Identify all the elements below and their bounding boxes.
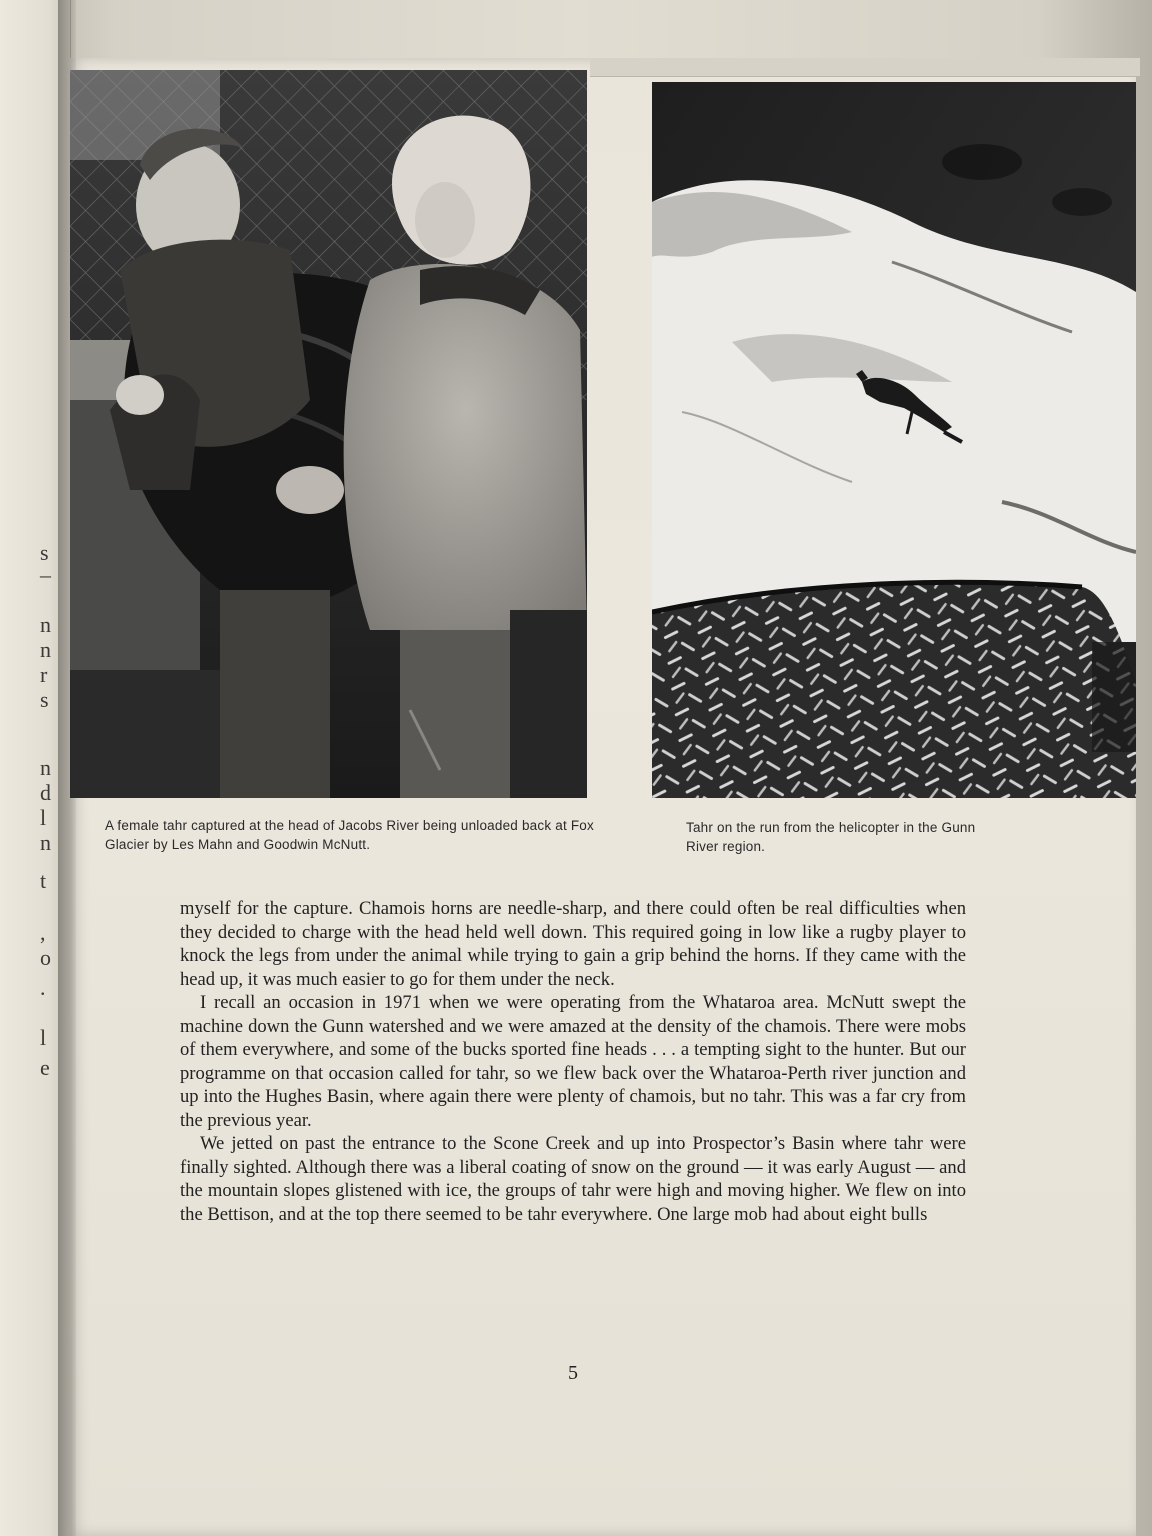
facing-page-fragment: l <box>40 1025 47 1050</box>
facing-page-fragment: n <box>40 637 51 662</box>
paragraph: We jetted on past the entrance to the Scone Creek and up into Prospector’s Basin where tahr were finally sighted. Although there was a liberal coating of snow on the ground — it was early August — and the mountain slopes glistened with ice, the groups of tahr were high and moving higher. We flew on into the Bettison, and at the top there seemed to be tahr everywhere. One large mob had about eight bulls <box>180 1133 966 1225</box>
paragraph: myself for the capture. Chamois horns are needle-sharp, and there could often be real difficulties when they decided to charge with the head held well down. This required going in low like a rugby player to knock the legs from under the animal while trying to gain a grip behind the horns. If they came with the head up, it was much easier to go for them under the neck. <box>180 898 966 990</box>
facing-page-fragment: . <box>40 975 46 1000</box>
photo-tahr-on-snow-slope <box>652 82 1136 798</box>
body-text <box>180 897 966 1226</box>
facing-page-fragment: n <box>40 755 51 780</box>
photo-caption-left: A female tahr captured at the head of Jacobs River being unloaded back at Fox Glacier by Les Mahn and Goodwin McNutt. <box>105 818 594 852</box>
facing-page-fragment: n <box>40 830 51 855</box>
facing-page-fragment: – <box>40 562 51 587</box>
facing-page-fragment: r <box>40 662 48 687</box>
page-number: 5 <box>568 1362 578 1384</box>
facing-page-fragment: , <box>40 920 46 945</box>
photo-men-carrying-tahr <box>70 70 587 798</box>
page-top-edge <box>590 58 1140 77</box>
facing-page-fragment: s <box>40 540 49 565</box>
facing-page-fragment: e <box>40 1055 50 1080</box>
facing-page-fragment: o <box>40 945 51 970</box>
facing-page-fragment: d <box>40 780 51 805</box>
photo-caption-right: Tahr on the run from the helicopter in the Gunn River region. <box>686 820 976 854</box>
paragraph: I recall an occasion in 1971 when we were operating from the Whataroa area. McNutt swept the machine down the Gunn watershed and we were amazed at the density of the chamois. There were mobs of them everywhere, and some of the bucks sported fine heads . . . a tempting sight to the hunter. But our programme on that occasion called for tahr, so we flew back over the Whataroa-Perth river junction and up into the Hughes Basin, where again there were plenty of chamois, but no tahr. This was a far cry from the previous year. <box>180 992 966 1131</box>
facing-page-fragment: t <box>40 868 47 893</box>
facing-page-fragment: s <box>40 687 49 712</box>
facing-page-fragment: l <box>40 805 47 830</box>
facing-page-fragment: n <box>40 612 51 637</box>
